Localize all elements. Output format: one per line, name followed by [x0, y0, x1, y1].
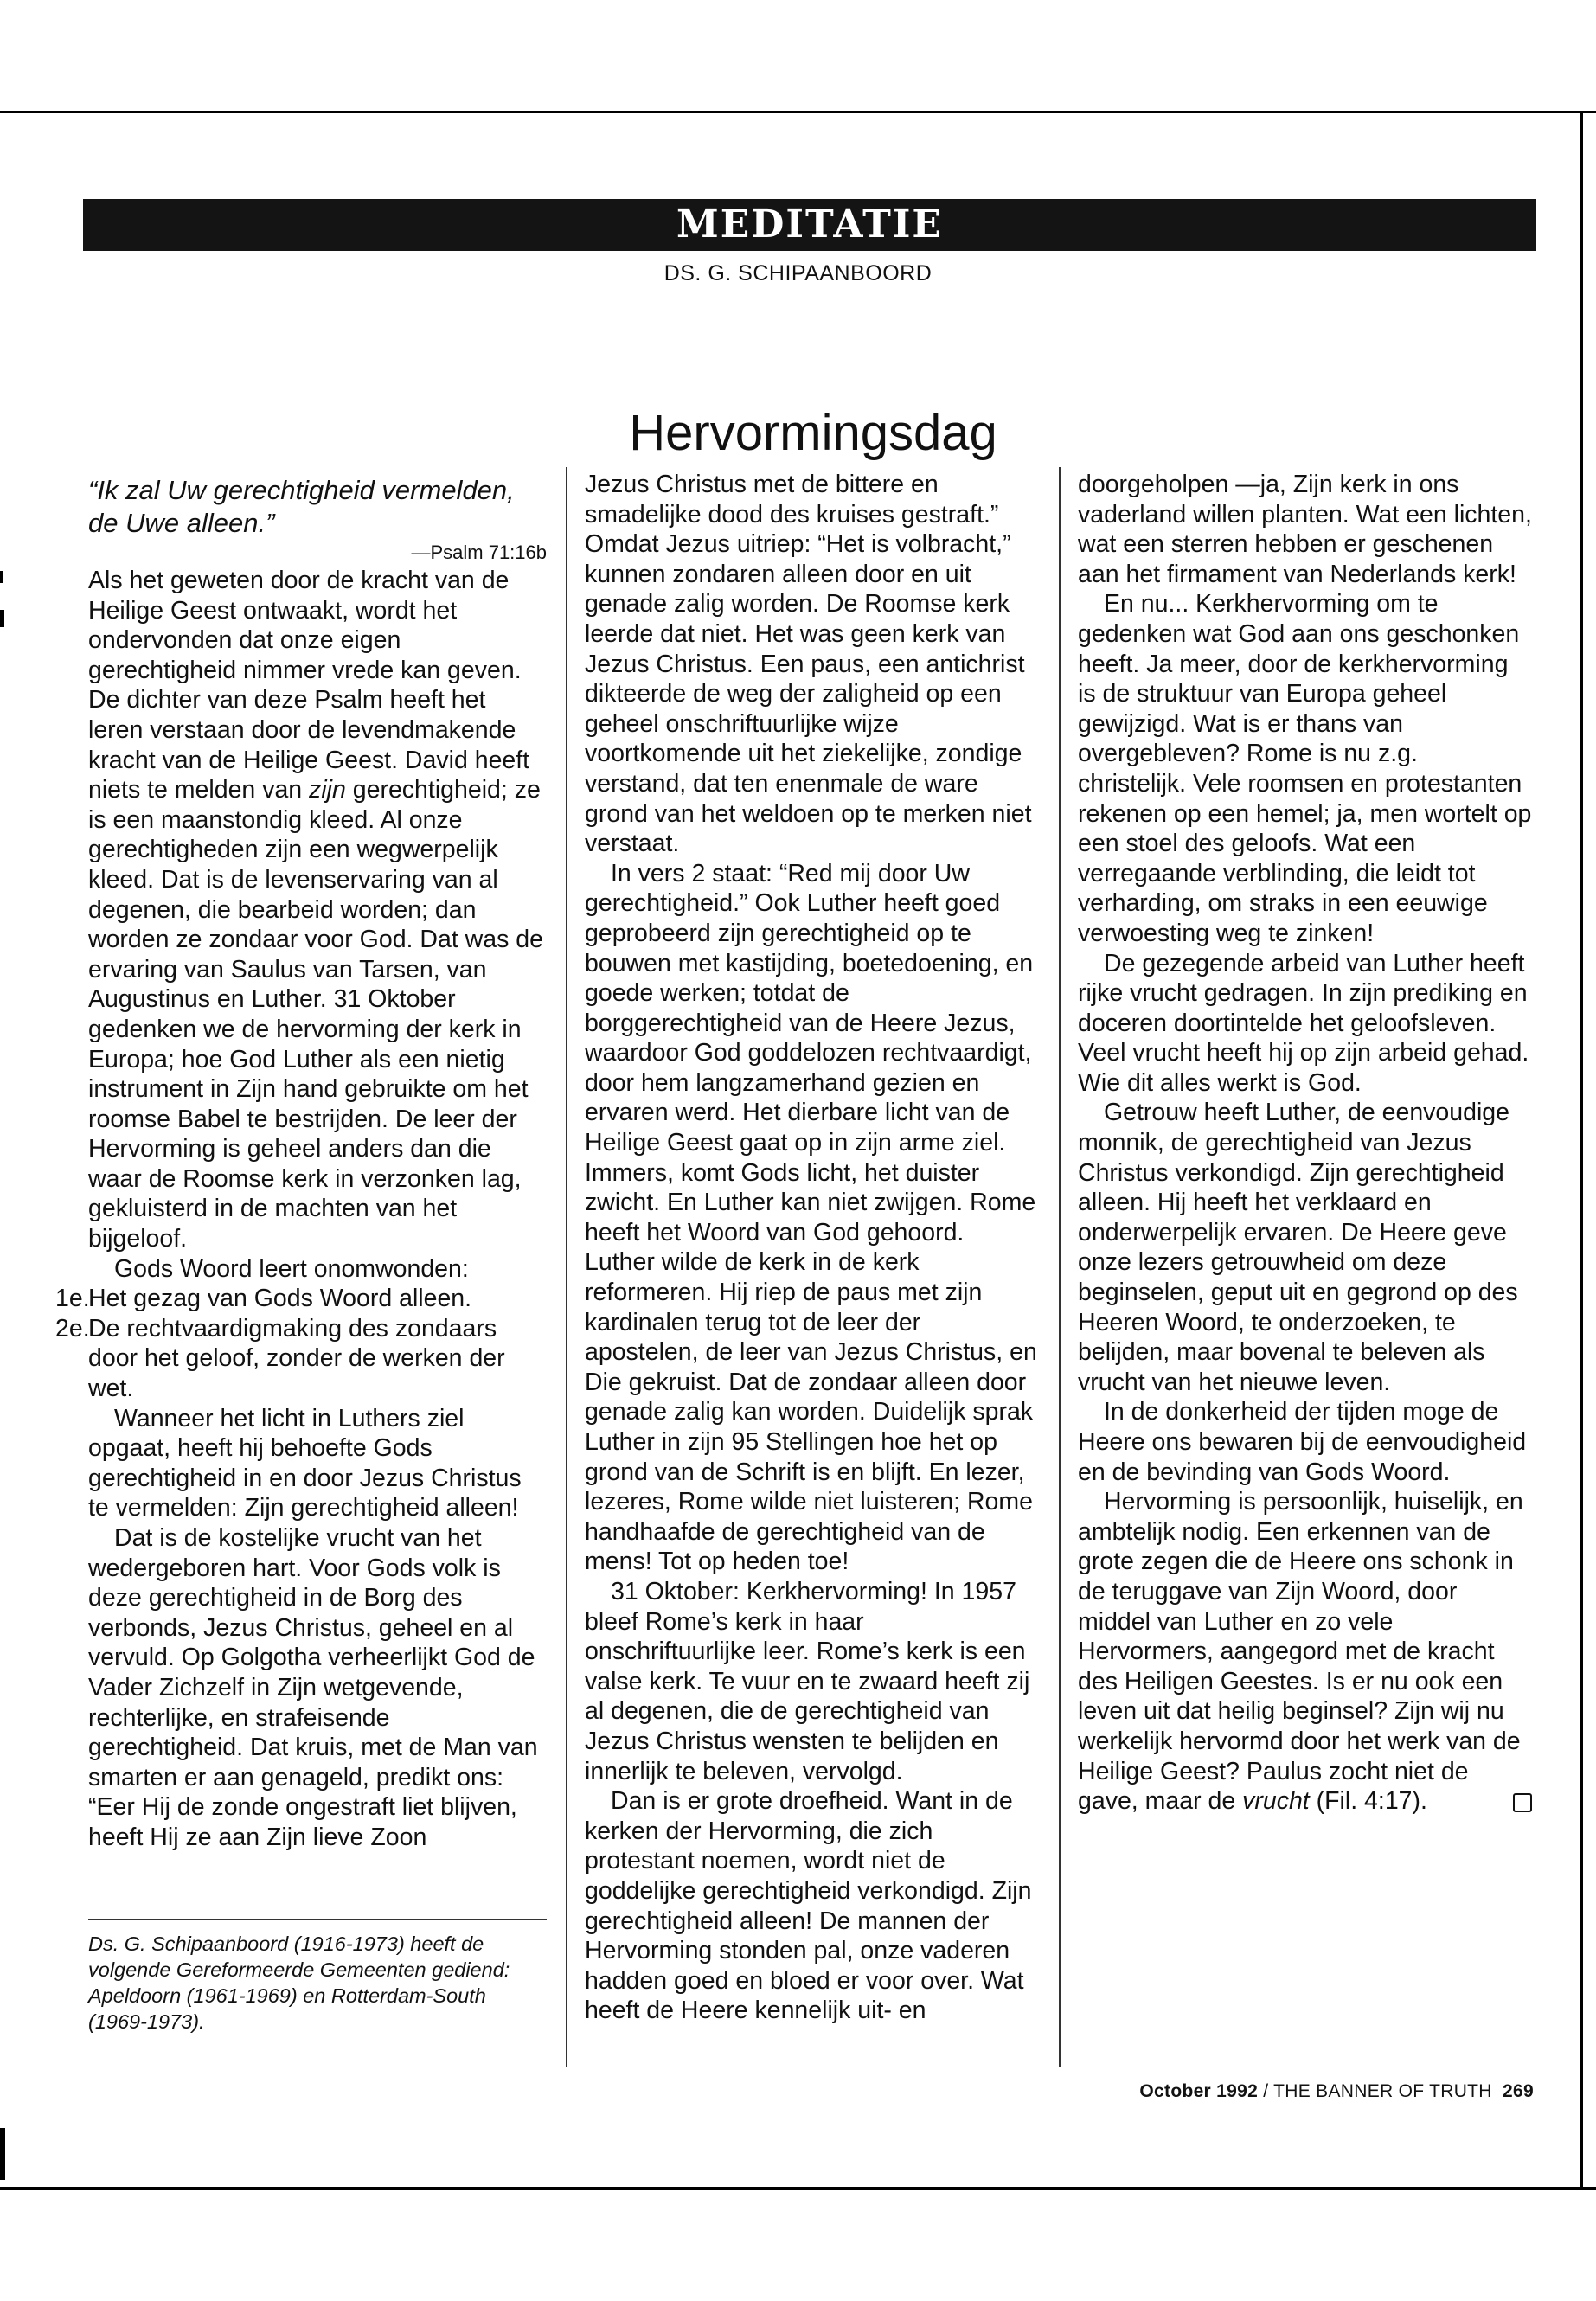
epigraph-quote: “Ik zal Uw gerechtigheid vermelden, de Uwe alleen.”: [88, 475, 515, 538]
list-text: De rechtvaardigmaking des zondaars door het geloof, zonder de werken der wet.: [88, 1314, 505, 1403]
bottom-edge-rule: [0, 2187, 1596, 2190]
epigraph-reference: —Psalm 71:16b: [411, 542, 547, 563]
right-edge-rule: [1580, 111, 1583, 2190]
footer-date: October 1992: [1139, 2081, 1259, 2101]
footer-separator: /: [1258, 2081, 1274, 2101]
paragraph-text: gerechtigheid; ze is een maanstondig kleed. Al onze gerechtigheden zijn een wegwerpelijk kleed. Dat is de levenservaring van al degenen, die bearbeid worden; dan worden ze zondaar voor God. Dat was de ervaring van Saulus van Tarsen, van Augustinus en Luther. 31 Oktober gedenken we de hervorming der kerk in Europa; hoe God Luther als een nietig instrument in Zijn hand gebruikte om het roomse Babel te bestrijden. De leer der Hervorming is geheel anders dan die waar de Roomse kerk in verzonken lag, gekluisterd in de machten van het bijgeloof.: [88, 776, 543, 1253]
column-two: [585, 470, 1039, 2026]
end-mark-icon: [1513, 1793, 1532, 1812]
top-edge-rule: [0, 111, 1596, 113]
list-text: Het gezag van Gods Woord alleen.: [88, 1285, 472, 1313]
section-banner: MEDITATIE: [83, 199, 1536, 251]
paragraph: doorgeholpen —ja, Zijn kerk in ons vaderland willen planten. Wat een lichten, wat een sterren hebben er geschenen aan het firmament van Nederlands kerk!: [1078, 471, 1532, 588]
paragraph-text: (Fil. 4:17).: [1309, 1787, 1427, 1816]
list-number: 2e.: [55, 1314, 90, 1343]
paragraph: Getrouw heeft Luther, de eenvoudige monnik, de gerechtigheid van Jezus Christus verkondigd. Zijn gerechtigheid alleen. Hij heeft het verklaard en onderwerpelijk ervaren. De Heere geve onze lezers getrouwheid om deze beginselen, geput uit en gegrond op des Heeren Woord, te onderzoeken, te belijden, maar bovenal te beleven als vrucht van het nieuwe leven.: [1078, 1099, 1518, 1396]
paragraph: En nu... Kerkhervorming om te gedenken wat God aan ons geschonken heeft. Ja meer, door de kerkhervorming is de struktuur van Europa geheel gewijzigd. Wat is er thans van overgebleven? Rome is nu z.g. christelijk. Vele roomsen en protestanten rekenen op een hemel; ja, men wortelt op een stoel des geloofs. Wat een verregaande verblinding, die leidt tot verharding, om straks in een eeuwige verwoesting weg te zinken!: [1078, 590, 1532, 947]
paragraph: In de donkerheid der tijden moge de Heere ons bewaren bij de eenvoudigheid en de bevinding van Gods Woord.: [1078, 1398, 1527, 1486]
article-title: Hervormingsdag: [629, 405, 997, 461]
column-divider: [1059, 467, 1061, 2067]
paragraph: 31 Oktober: Kerkhervorming! In 1957 bleef Rome’s kerk in haar onschriftuurlijke leer. Rome’s kerk is een valse kerk. Te vuur en te zwaard heeft zij al degenen, die de gerechtigheid van Jezus Christus wensten te belijden en innerlijk te beleven, vervolgd.: [585, 1577, 1030, 1785]
column-divider: [566, 467, 567, 2067]
emphasis-text: vrucht: [1242, 1787, 1310, 1816]
scan-speck: [0, 2128, 5, 2180]
paragraph: Gods Woord leert onomwonden:: [114, 1254, 469, 1283]
scan-speck: [0, 610, 4, 627]
page-footer: [1073, 2081, 1534, 2102]
scan-speck: [0, 571, 3, 583]
footer-publication: THE BANNER OF TRUTH: [1273, 2081, 1492, 2101]
list-item: [55, 1284, 547, 1314]
paragraph-text: Hervorming is persoonlijk, huiselijk, en ambtelijk nodig. Een erkennen van de grote zegen die de Heere ons schonk in de teruggave van Zijn Woord, door middel van Luther en zo vele Hervormers, aangegord met de kracht des Heiligen Geestes. Is er nu ook een leven uit dat heilig beginsel? Zijn wij nu werkelijk hervormd door het werk van de Heilige Geest? Paulus zocht niet de gave, maar de: [1078, 1488, 1523, 1816]
paragraph: Jezus Christus met de bittere en smadelijke dood des kruises gestraft.” Omdat Jezus uitriep: “Het is volbracht,” kunnen zondaren alleen door en uit genade zalig worden. De Roomse kerk leerde dat niet. Het was geen kerk van Jezus Christus. Een paus, een antichrist dikteerde de weg der zaligheid op een geheel onschriftuurlijke wijze voortkomende uit het ziekelijke, zondige verstand, dat ten enenmale de ware grond van het weldoen op te merken niet verstaat.: [585, 471, 1032, 858]
page-number: 269: [1503, 2081, 1534, 2101]
paragraph: Wanneer het licht in Luthers ziel opgaat, heeft hij behoefte Gods gerechtigheid in en door Jezus Christus te vermelden: Zijn gerechtigheid alleen!: [88, 1404, 522, 1522]
emphasis-text: zijn: [309, 776, 346, 804]
paragraph: Dat is de kostelijke vrucht van het wedergeboren hart. Voor Gods volk is deze gerechtigheid in de Borg des verbonds, Jezus Christus, geheel en al vervuld. Op Golgotha verheerlijkt God de Vader Zichzelf in Zijn wetgevende, rechterlijke, en strafeisende gerechtigheid. Dat kruis, met de Man van smarten er aan genageld, predikt ons: “Eer Hij de zonde ongestraft liet blijven, heeft Hij ze aan Zijn lieve Zoon: [88, 1524, 538, 1851]
author-byline: DS. G. SCHIPAANBOORD: [663, 261, 933, 285]
footnote-rule: [88, 1919, 547, 1920]
paragraph: Dan is er grote droefheid. Want in de kerken der Hervorming, die zich protestant noemen, wordt niet de goddelijke gerechtigheid verkondigd. Zijn gerechtigheid alleen! De mannen der Hervorming stonden pal, onze vaderen hadden goed en bloed er voor over. Wat heeft de Heere kennelijk uit- en: [585, 1787, 1032, 2025]
paragraph: De gezegende arbeid van Luther heeft rijke vrucht gedragen. In zijn prediking en doceren doortintelde het geloofsleven. Veel vrucht heeft hij op zijn arbeid gehad. Wie dit alles werkt is God.: [1078, 949, 1529, 1097]
paragraph: In vers 2 staat: “Red mij door Uw gerechtigheid.” Ook Luther heeft goed geprobeerd zijn gerechtigheid op te bouwen met kastijding, boetedoening, en goede werken; totdat de borggerechtigheid van de Heere Jezus, waardoor God goddelozen rechtvaardigt, door hem langzamerhand gezien en ervaren werd. Het dierbare licht van de Heilige Geest gaat op in zijn arme ziel. Immers, komt Gods licht, het duister zwicht. En Luther kan niet zwijgen. Rome heeft het Woord van God gehoord. Luther wilde de kerk in de kerk reformeren. Hij riep de paus met zijn kardinalen terug tot de leer der apostelen, de leer van Jezus Christus, en Die gekruist. Dat de zondaar alleen door genade zalig kan worden. Duidelijk sprak Luther in zijn 95 Stellingen hoe het op grond van de Schrift is en blijft. En lezer, lezeres, Rome wilde niet luisteren; Rome handhaafde de gerechtigheid van de mens! Tot op heden toe!: [585, 859, 1037, 1576]
list-number: 1e.: [55, 1285, 90, 1313]
paragraph: [88, 566, 547, 1254]
column-one: [55, 474, 547, 1853]
list-item: [55, 1314, 547, 1404]
column-three: [1078, 470, 1532, 1817]
paragraph-text: Als het geweten door de kracht van de Heilige Geest ontwaakt, wordt het ondervonden dat onze eigen gerechtigheid nimmer vrede kan geven. De dichter van deze Psalm heeft het leren verstaan door de levendmakende kracht van de Heilige Geest. David heeft niets te melden van: [88, 567, 530, 804]
paragraph: [1078, 1487, 1532, 1817]
author-footnote: Ds. G. Schipaanboord (1916-1973) heeft de volgende Gereformeerde Gemeenten gediend: Apeldoorn (1961-1969) en Rotterdam-South (1969-1973).: [88, 1932, 510, 2033]
